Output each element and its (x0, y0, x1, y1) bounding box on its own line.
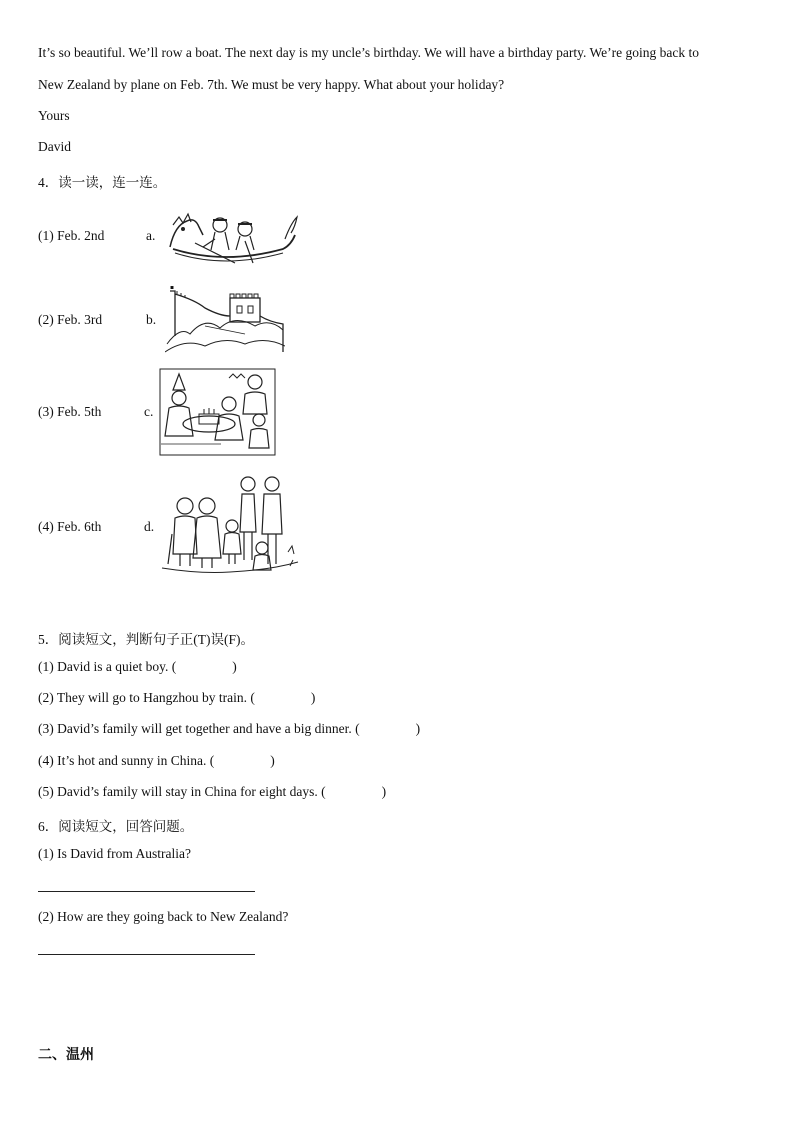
q6-item-2-text: (2) How are they going back to New Zealand? (38, 909, 289, 924)
q5-item-1 (38, 659, 237, 675)
q5-item-5-text: (5) David’s family will stay in China for eight days. ( (38, 784, 326, 799)
q5-item-4 (38, 753, 275, 769)
q5-item-2-close: ) (310, 690, 316, 705)
q6-item-1-answer-line[interactable] (38, 891, 255, 892)
q4-item-4-date: (4) Feb. 6th (38, 519, 102, 534)
q5-item-1-text: (1) David is a quiet boy. ( (38, 659, 177, 674)
q5-item-3 (38, 721, 420, 737)
q4-item-2-date: (2) Feb. 3rd (38, 312, 103, 327)
q5-item-2-text: (2) They will go to Hangzhou by train. ( (38, 690, 255, 705)
q4-option-d-label: d. (144, 519, 155, 534)
q5-item-4-text: (4) It’s hot and sunny in China. ( (38, 753, 215, 768)
q5-item-5-close: ) (381, 784, 387, 799)
dragon-boat-rowing-image (165, 205, 300, 267)
q4-item-3-date: (3) Feb. 5th (38, 404, 102, 419)
q5-item-2 (38, 690, 315, 706)
great-wall-image (165, 286, 285, 356)
q6-item-2-answer-line[interactable] (38, 954, 255, 955)
q6-item-1-text: (1) Is David from Australia? (38, 846, 191, 861)
q5-item-1-close: ) (232, 659, 237, 674)
q4-item-1-date: (1) Feb. 2nd (38, 228, 105, 243)
q5-item-4-close: ) (270, 753, 275, 768)
q4-option-a-label: a. (146, 228, 156, 243)
letter-line-2: New Zealand by plane on Feb. 7th. We must be very happy. What about your holiday? (38, 77, 505, 92)
q5-item-3-close: ) (415, 721, 421, 736)
letter-line-1: It’s so beautiful. We’ll row a boat. The next day is my uncle’s birthday. We will have a birthday party. We’re going back to (38, 45, 699, 60)
letter-closing: Yours (38, 108, 70, 123)
q4-option-b-label: b. (146, 312, 157, 327)
section-2-title: 二、温州 (38, 1048, 94, 1063)
q5-item-3-text: (3) David’s family will get together and have a big dinner. ( (38, 721, 360, 736)
q6-title: 6．阅读短文，回答问题。 (38, 819, 194, 834)
q5-title: 5．阅读短文，判断句子正(T)误(F)。 (38, 632, 254, 647)
q4-title: 4．读一读，连一连。 (38, 175, 167, 190)
birthday-party-image (159, 368, 276, 456)
letter-signature: David (38, 139, 71, 154)
q5-item-5 (38, 784, 386, 800)
family-outing-image (160, 474, 300, 582)
q4-option-c-label: c. (144, 404, 154, 419)
